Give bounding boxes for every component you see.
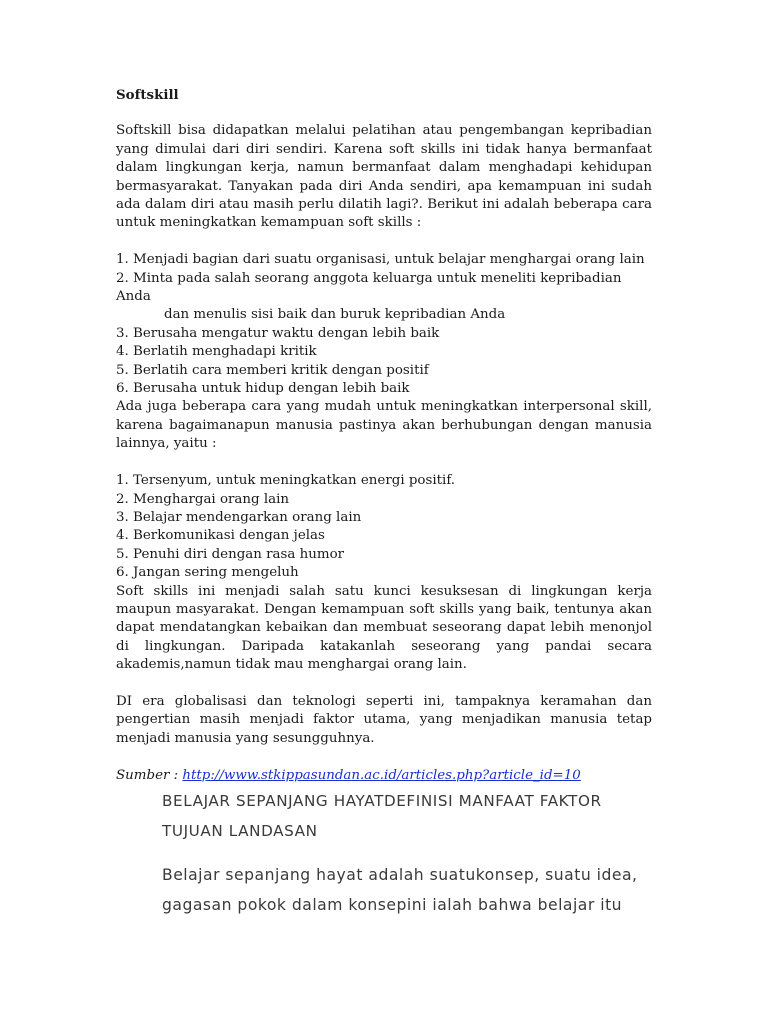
interpersonal-paragraph: Ada juga beberapa cara yang mudah untuk meningkatkan interpersonal skill, karena bagaimanapun manusia pastinya akan berhubungan dengan manusia lainnya, yaitu : (116, 399, 652, 452)
list-item: 2. Menghargai orang lain (116, 491, 290, 507)
success-paragraph: Soft skills ini menjadi salah satu kunci kesuksesan di lingkungan kerja maupun masyarakat. Dengan kemampuan soft skills yang baik, tentunya akan dapat mendatangkan kebaikan dan membuat seseorang dapat lebih menonjol di lingkungan. Daripada katakanlah seseorang yang pandai secara akademis,namun tidak mau menghargai orang lain. (116, 583, 652, 673)
list-item: 3. Berusaha mengatur waktu dengan lebih baik (116, 325, 440, 341)
list-item: 1. Menjadi bagian dari suatu organisasi, untuk belajar menghargai orang lain (116, 252, 645, 268)
list-item-continuation: dan menulis sisi baik dan buruk kepribadian Anda (164, 307, 506, 323)
spacer (116, 454, 652, 472)
list-item: 6. Berusaha untuk hidup dengan lebih baik (116, 381, 410, 397)
spacer (116, 675, 652, 693)
source-line (116, 767, 652, 785)
source-link[interactable]: http://www.stkippasundan.ac.id/articles.php?article_id=10 (182, 767, 581, 783)
list-item: 5. Berlatih cara memberi kritik dengan positif (116, 362, 429, 378)
document-title: Softskill (116, 87, 179, 103)
section-body: Belajar sepanjang hayat adalah suatukonsep, suatu idea, gagasan pokok dalam konsepini ialah bahwa belajar itu (162, 866, 638, 914)
interpersonal-list (116, 472, 652, 582)
document-body (116, 86, 652, 785)
list-item: 4. Berkomunikasi dengan jelas (116, 528, 325, 544)
list-item: 4. Berlatih menghadapi kritik (116, 344, 317, 360)
source-label: Sumber : (116, 767, 183, 783)
list-item: 1. Tersenyum, untuk meningkatkan energi positif. (116, 473, 456, 489)
softskill-list (116, 251, 652, 398)
globalization-paragraph: DI era globalisasi dan teknologi seperti ini, tampaknya keramahan dan pengertian masih menjadi faktor utama, yang menjadikan manusia tetap menjadi manusia yang sesungguhnya. (116, 693, 652, 746)
list-item: 3. Belajar mendengarkan orang lain (116, 509, 362, 525)
spacer (116, 748, 652, 766)
intro-paragraph: Softskill bisa didapatkan melalui pelatihan atau pengembangan kepribadian yang dimulai dari diri sendiri. Karena soft skills ini tidak hanya bermanfaat dalam lingkungan kerja, namun bermanfaat dalam menghadapi kehidupan bermasyarakat. Tanyakan pada diri Anda sendiri, apa kemampuan ini sudah ada dalam diri atau masih perlu dilatih lagi?. Berikut ini adalah beberapa cara untuk meningkatkan kemampuan soft skills : (116, 123, 652, 231)
lifelong-learning-section (162, 786, 662, 920)
list-item: 5. Penuhi diri dengan rasa humor (116, 546, 345, 562)
spacer (116, 233, 652, 251)
section-heading: BELAJAR SEPANJANG HAYATDEFINISI MANFAAT FAKTOR TUJUAN LANDASAN (162, 792, 602, 840)
list-item: 6. Jangan sering mengeluh (116, 565, 299, 581)
list-item: 2. Minta pada salah seorang anggota keluarga untuk meneliti kepribadian Anda (116, 270, 622, 305)
